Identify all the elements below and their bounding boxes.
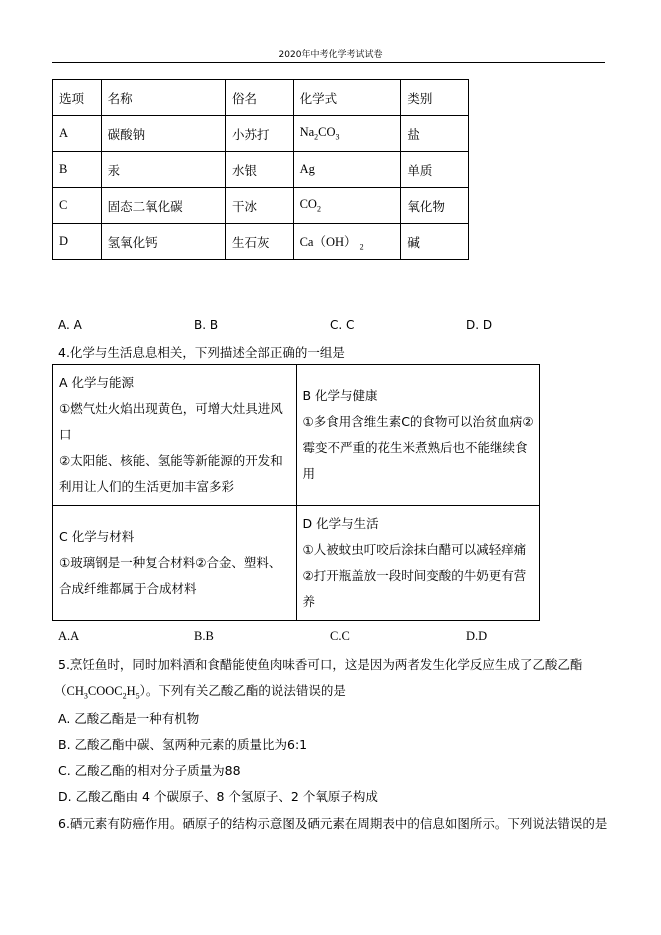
table-header-row [53, 80, 469, 116]
table-header: 名称 [101, 80, 225, 116]
formula-sub: 2 [316, 204, 321, 214]
q4-option-d: D.D [466, 629, 488, 643]
formula-part: Ca（OH） [299, 234, 357, 249]
chemical-table [52, 79, 469, 260]
formula-part: ） [139, 684, 146, 698]
formula-sub: 3 [335, 132, 340, 142]
q5-stem-line2 [54, 681, 346, 701]
cell-title: D 化学与生活 [302, 516, 379, 531]
cell-category: 盐 [401, 116, 469, 152]
cell-common: 小苏打 [226, 116, 294, 152]
formula-part: CO [299, 197, 317, 212]
cell-title: A 化学与能源 [59, 375, 135, 390]
q3-option-b: B. B [194, 318, 219, 332]
table-row [53, 116, 469, 152]
q3-option-d: D. D [466, 318, 493, 332]
page-header: 2020年中考化学考试试卷 [278, 50, 383, 60]
cell-text: ①人被蚊虫叮咬后涂抹白醋可以减轻痒痛②打开瓶盖放一段时间变酸的牛奶更有营养 [302, 542, 527, 609]
cell-option: C [53, 188, 102, 224]
table-row [53, 365, 540, 506]
q5-option-b: B. 乙酸乙酯中碳、氢两种元素的质量比为6:1 [58, 737, 308, 752]
header-divider [52, 62, 605, 63]
cell-common: 水银 [226, 152, 294, 188]
table-header: 选项 [53, 80, 102, 116]
formula-part: （CH [54, 684, 84, 698]
cell-name: 汞 [101, 152, 225, 188]
cell-formula: Ag [293, 152, 401, 188]
cell-option: B [53, 152, 102, 188]
cell-formula [293, 188, 401, 224]
cell-category: 氧化物 [401, 188, 469, 224]
choice-cell-a [53, 365, 297, 506]
cell-name: 氢氧化钙 [101, 224, 225, 260]
cell-option: A [53, 116, 102, 152]
q6-stem: 6.硒元素有防癌作用。硒原子的结构示意图及硒元素在周期表中的信息如图所示。下列说法错误的是 [58, 816, 608, 831]
q5-stem-text: 。下列有关乙酸乙酯的说法错误的是 [145, 683, 346, 698]
q4-option-a: A.A [58, 629, 80, 643]
table-row [53, 224, 469, 260]
cell-name: 碳酸钠 [101, 116, 225, 152]
q4-stem: 4.化学与生活息息相关，下列描述全部正确的一组是 [58, 345, 345, 360]
formula-part: Na [299, 125, 315, 140]
cell-title: C 化学与材料 [59, 529, 135, 544]
choice-cell-c [53, 506, 297, 621]
formula-part: CO [318, 125, 336, 140]
q3-option-a: A. A [58, 318, 82, 332]
cell-text: ②太阳能、核能、氢能等新能源的开发和利用让人们的生活更加丰富多彩 [59, 453, 283, 494]
q5-option-a: A. 乙酸乙酯是一种有机物 [58, 711, 200, 726]
cell-formula [293, 224, 401, 260]
table-header: 化学式 [293, 80, 401, 116]
table-row [53, 188, 469, 224]
cell-category: 碱 [401, 224, 469, 260]
q5-option-d: D. 乙酸乙酯由 4 个碳原子、8 个氢原子、2 个氧原子构成 [58, 789, 378, 804]
formula-sub: 2 [359, 242, 364, 252]
cell-text: ①玻璃钢是一种复合材料②合金、塑料、合成纤维都属于合成材料 [59, 555, 282, 596]
table-row [53, 152, 469, 188]
cell-name: 固态二氧化碳 [101, 188, 225, 224]
formula-sub: 3 [83, 691, 88, 701]
q4-option-b: B.B [194, 629, 214, 643]
table-header: 类别 [401, 80, 469, 116]
choice-cell-d [296, 506, 540, 621]
q4-choice-table [52, 364, 540, 621]
formula-part: COOC [87, 684, 123, 698]
formula-sub: 2 [314, 132, 319, 142]
table-header: 俗名 [226, 80, 294, 116]
cell-formula [293, 116, 401, 152]
cell-option: D [53, 224, 102, 260]
q5-stem: 5.烹饪鱼时，同时加料酒和食醋能使鱼肉味香可口，这是因为两者发生化学反应生成了乙酸乙酯 [58, 657, 583, 672]
cell-common: 生石灰 [226, 224, 294, 260]
table-row [53, 506, 540, 621]
choice-cell-b [296, 365, 540, 506]
cell-title: B 化学与健康 [302, 388, 378, 403]
q3-option-c: C. C [330, 318, 355, 332]
formula-sub: 5 [135, 691, 140, 701]
q5-option-c: C. 乙酸乙酯的相对分子质量为88 [58, 763, 241, 778]
cell-text: ①多食用含维生素C的食物可以治贫血病②霉变不严重的花生米煮熟后也不能继续食用 [302, 414, 534, 481]
formula-sub: 2 [122, 691, 127, 701]
cell-text: ①燃气灶火焰出现黄色，可增大灶具进风口 [59, 401, 283, 442]
cell-category: 单质 [401, 152, 469, 188]
q4-option-c: C.C [330, 629, 350, 643]
ethyl-acetate-formula [54, 684, 146, 701]
formula-part: H [126, 684, 136, 698]
cell-common: 干冰 [226, 188, 294, 224]
